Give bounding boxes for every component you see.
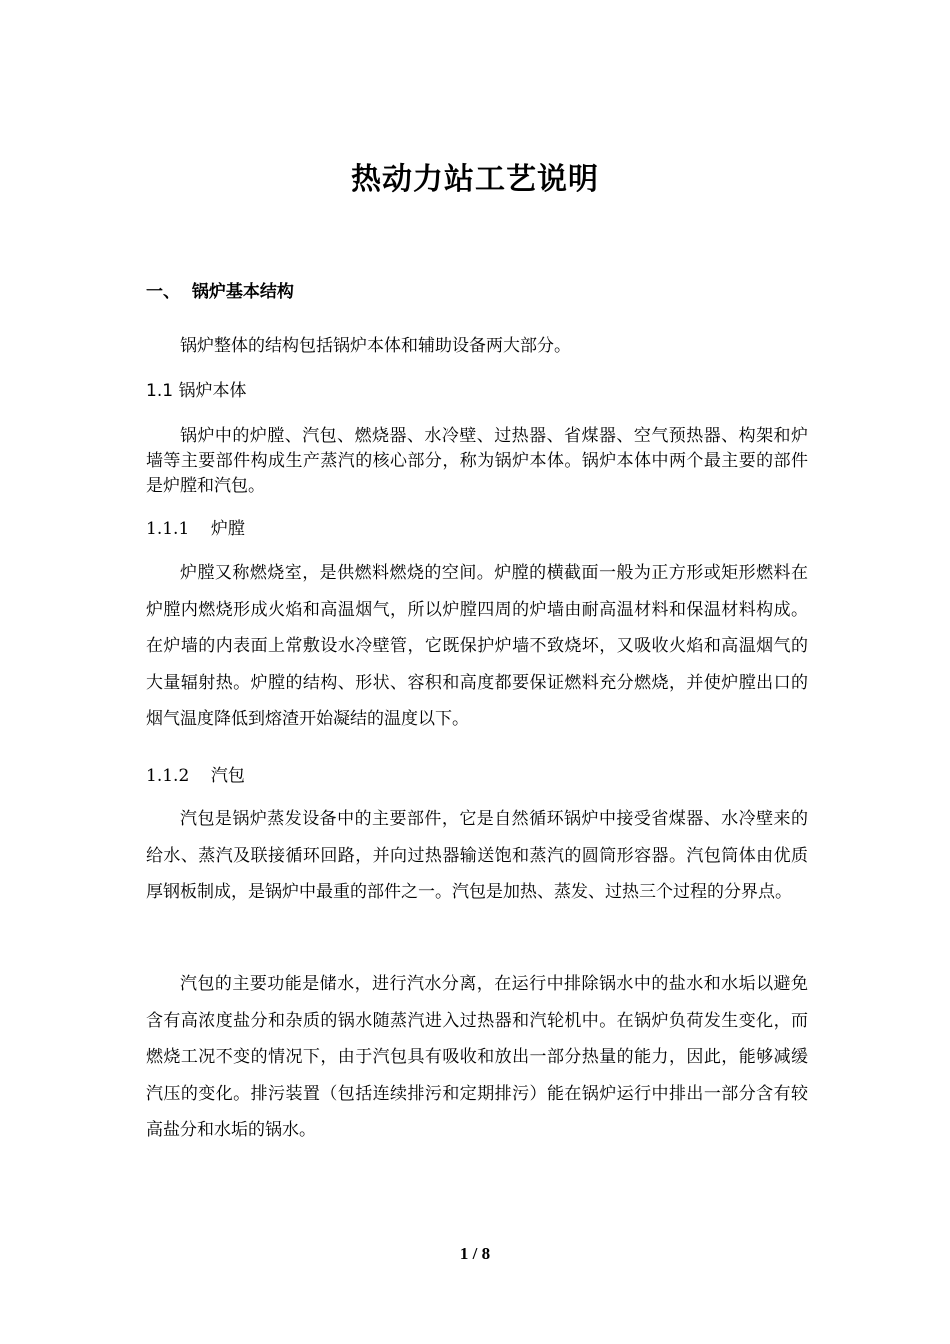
subsection-heading-boiler-body: 1.1 锅炉本体 — [146, 381, 247, 401]
drum-paragraph-1: 汽包是锅炉蒸发设备中的主要部件，它是自然循环锅炉中接受省煤器、水冷壁来的给水、蒸汽及联接循环回路，并向过热器输送饱和蒸汽的圆筒形容器。汽包筒体由优质厚钢板制成，是锅炉中最重的部件之一。汽包是加热、蒸发、过热三个过程的分界点。 — [146, 809, 808, 902]
page-title: 热动力站工艺说明 — [351, 162, 599, 197]
page-number: 1 / 8 — [459, 1244, 491, 1263]
section-heading-boiler-structure: 一、 锅炉基本结构 — [146, 282, 294, 302]
section-intro-paragraph: 锅炉整体的结构包括锅炉本体和辅助设备两大部分。 — [180, 336, 571, 356]
subsection-heading-furnace: 1.1.1 炉膛 — [146, 519, 245, 539]
subsection-heading-drum: 1.1.2 汽包 — [146, 766, 245, 786]
furnace-paragraph: 炉膛又称燃烧室，是供燃料燃烧的空间。炉膛的横截面一般为正方形或矩形燃料在炉膛内燃烧形成火焰和高温烟气，所以炉膛四周的炉墙由耐高温材料和保温材料构成。在炉墙的内表面上常敷设水冷壁管，它既保护炉墙不致烧坏，又吸收火焰和高温烟气的大量辐射热。炉膛的结构、形状、容积和高度都要保证燃料充分燃烧，并使炉膛出口的烟气温度降低到熔渣开始凝结的温度以下。 — [146, 563, 808, 729]
boiler-body-paragraph: 锅炉中的炉膛、汽包、燃烧器、水冷壁、过热器、省煤器、空气预热器、构架和炉墙等主要部件构成生产蒸汽的核心部分，称为锅炉本体。锅炉本体中两个最主要的部件是炉膛和汽包。 — [146, 426, 808, 496]
drum-paragraph-2: 汽包的主要功能是储水，进行汽水分离，在运行中排除锅水中的盐水和水垢以避免含有高浓度盐分和杂质的锅水随蒸汽进入过热器和汽轮机中。在锅炉负荷发生变化，而燃烧工况不变的情况下，由于汽包具有吸收和放出一部分热量的能力，因此，能够减缓汽压的变化。排污装置（包括连续排污和定期排污）能在锅炉运行中排出一部分含有较高盐分和水垢的锅水。 — [146, 974, 808, 1140]
